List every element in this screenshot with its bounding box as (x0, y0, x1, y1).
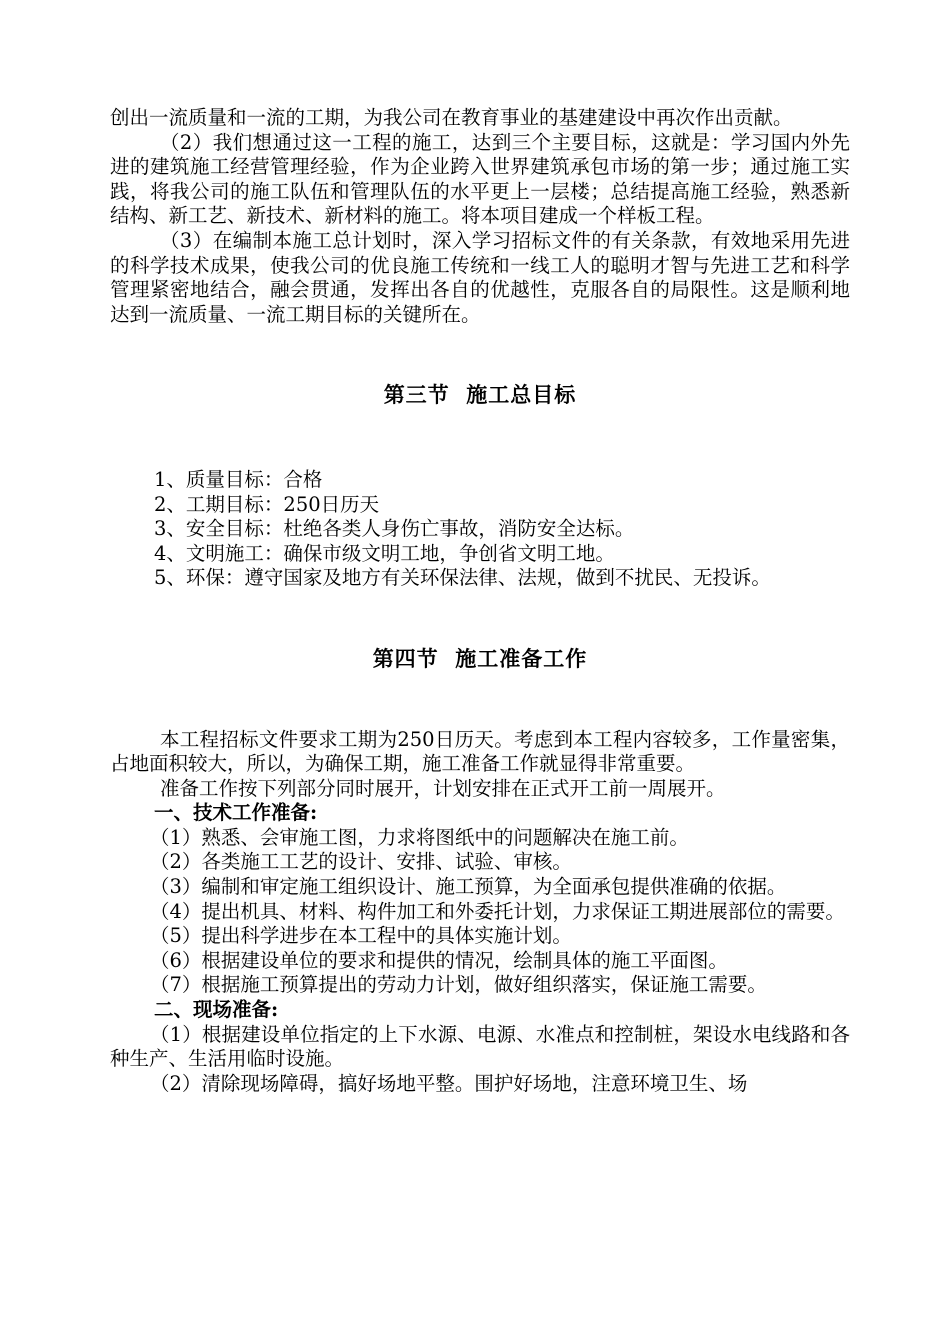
tech-prep-item: （7）根据施工预算提出的劳动力计划，做好组织落实，保证施工需要。 (150, 973, 767, 997)
site-prep-heading: 二、现场准备: (154, 998, 279, 1022)
tech-prep-item: （5）提出科学进步在本工程中的具体实施计划。 (150, 924, 572, 948)
site-prep-item: （1）根据建设单位指定的上下水源、电源、水准点和控制桩，架设水电线路和各种生产、生活用临时设施。 (110, 1022, 850, 1071)
goal-item: 1、质量目标：合格 (154, 467, 323, 491)
section-4-title: 第四节 施工准备工作 (372, 645, 588, 671)
section-3-title: 第三节 施工总目标 (383, 382, 577, 408)
intro-paragraph-2: （2）我们想通过这一工程的施工，达到三个主要目标，这就是：学习国内外先进的建筑施工经营管理经验，作为企业跨入世界建筑承包市场的第一步；通过施工实践，将我公司的施工队伍和管理队伍的水平更上一层楼；总结提高施工经验，熟悉新结构、新工艺、新技术、新材料的施工。将本项目建成一个样板工程。 (110, 130, 850, 228)
document-page (110, 106, 850, 1096)
goal-item: 3、安全目标：杜绝各类人身伤亡事故，消防安全达标。 (154, 517, 635, 541)
section-4-paragraph-2: 准备工作按下列部分同时展开，计划安排在正式开工前一周展开。 (160, 776, 726, 800)
goal-item: 4、文明施工：确保市级文明工地，争创省文明工地。 (154, 541, 615, 565)
tech-prep-heading: 一、技术工作准备: (154, 801, 318, 825)
intro-paragraph-1: 创出一流质量和一流的工期，为我公司在教育事业的基建建设中再次作出贡献。 (110, 106, 793, 129)
tech-prep-item: （6）根据建设单位的要求和提供的情况，绘制具体的施工平面图。 (150, 948, 728, 972)
tech-prep-item: （2）各类施工工艺的设计、安排、试验、审核。 (150, 850, 572, 874)
section-4-paragraph-1: 本工程招标文件要求工期为250日历天。考虑到本工程内容较多，工作量密集，占地面积较大，所以，为确保工期，施工准备工作就显得非常重要。 (110, 727, 850, 776)
intro-paragraph-3: （3）在编制本施工总计划时，深入学习招标文件的有关条款，有效地采用先进的科学技术成果，使我公司的优良施工传统和一线工人的聪明才智与先进工艺和科学管理紧密地结合，融会贯通，发挥出各自的优越性，克服各自的局限性。这是顺利地达到一流质量、一流工期目标的关键所在。 (110, 228, 850, 326)
tech-prep-item: （1）熟悉、会审施工图，力求将图纸中的问题解决在施工前。 (150, 825, 689, 849)
tech-prep-item: （4）提出机具、材料、构件加工和外委托计划，力求保证工期进展部位的需要。 (150, 899, 845, 923)
site-prep-item: （2）清除现场障碍，搞好场地平整。围护好场地，注意环境卫生、场 (150, 1071, 748, 1095)
tech-prep-item: （3）编制和审定施工组织设计、施工预算，为全面承包提供准确的依据。 (150, 875, 787, 899)
goal-item: 2、工期目标：250日历天 (154, 492, 380, 516)
goal-item: 5、环保：遵守国家及地方有关环保法律、法规，做到不扰民、无投诉。 (154, 566, 771, 590)
